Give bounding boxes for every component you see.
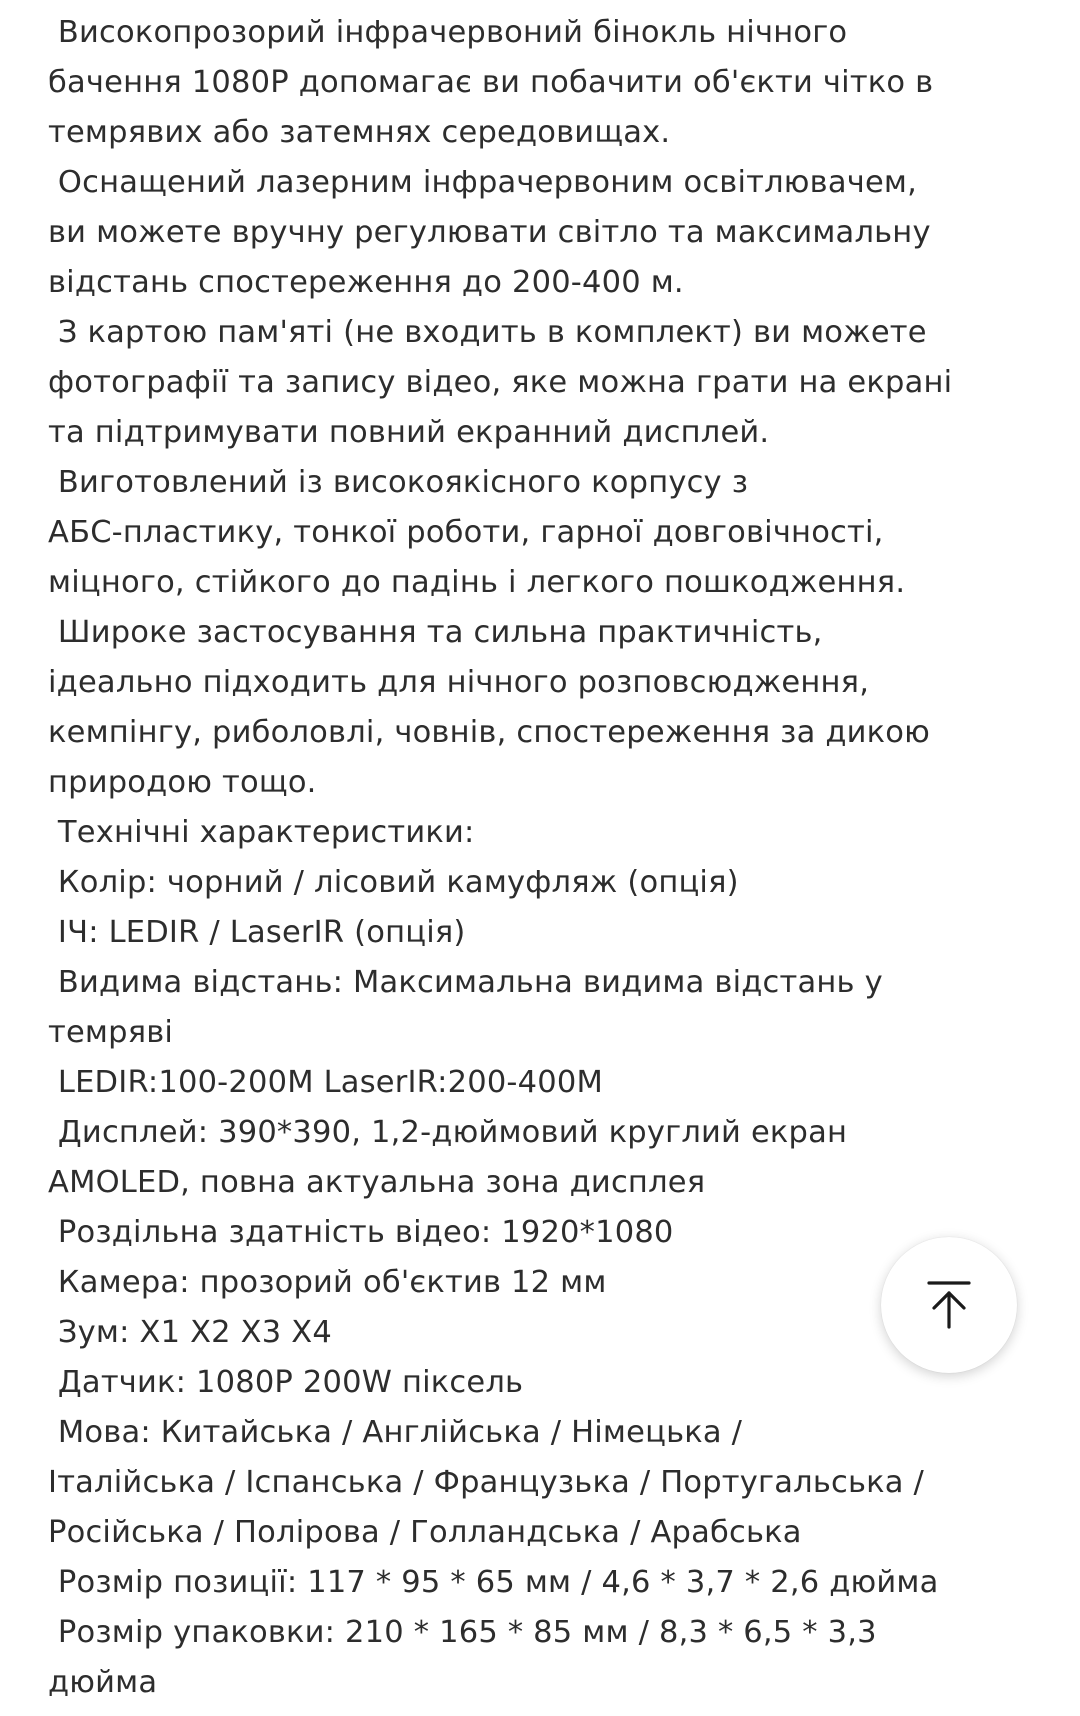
description-line: Мова: Китайська / Англійська / Німецька / xyxy=(48,1415,743,1450)
description-line: Італійська / Іспанська / Французька / Португальська / xyxy=(48,1465,925,1500)
description-line: дюйма xyxy=(48,1665,158,1700)
description-line: Розмір позиції: 117 * 95 * 65 мм / 4,6 * 3,7 * 2,6 дюйма xyxy=(48,1565,939,1600)
description-line: З картою пам'яті (не входить в комплект) ви можете xyxy=(48,315,927,350)
description-line: LEDIR:100-200M LaserIR:200-400M xyxy=(48,1065,603,1100)
description-line: Роздільна здатність відео: 1920*1080 xyxy=(48,1215,674,1250)
description-line: природою тощо. xyxy=(48,765,317,800)
description-line: ІЧ: LEDIR / LaserIR (опція) xyxy=(48,915,466,950)
description-line: Камера: прозорий об'єктив 12 мм xyxy=(48,1265,607,1300)
scroll-to-top-button[interactable] xyxy=(881,1237,1017,1373)
description-line: Широке застосування та сильна практичність, xyxy=(48,615,823,650)
description-line: міцного, стійкого до падінь і легкого пошкодження. xyxy=(48,565,906,600)
description-line: Датчик: 1080P 200W піксель xyxy=(48,1365,524,1400)
product-description xyxy=(48,8,1048,1708)
description-line: Колір: чорний / лісовий камуфляж (опція) xyxy=(48,865,739,900)
description-line: АБС-пластику, тонкої роботи, гарної довговічності, xyxy=(48,515,884,550)
description-line: Дисплей: 390*390, 1,2-дюймовий круглий екран xyxy=(48,1115,848,1150)
description-line: відстань спостереження до 200-400 м. xyxy=(48,265,684,300)
description-line: ви можете вручну регулювати світло та максимальну xyxy=(48,215,931,250)
description-line: Високопрозорий інфрачервоний бінокль нічного xyxy=(48,15,848,50)
description-line: Оснащений лазерним інфрачервоним освітлювачем, xyxy=(48,165,918,200)
description-line: Виготовлений із високоякісного корпусу з xyxy=(48,465,749,500)
description-line: Технічні характеристики: xyxy=(48,815,475,850)
description-line: Російська / Полірова / Голландська / Арабська xyxy=(48,1515,802,1550)
arrow-up-to-line-icon xyxy=(926,1280,972,1330)
description-line: AMOLED, повна актуальна зона дисплея xyxy=(48,1165,706,1200)
description-line: темрявих або затемнях середовищах. xyxy=(48,115,671,150)
description-line: Зум: X1 X2 X3 X4 xyxy=(48,1315,332,1350)
description-line: темряві xyxy=(48,1015,174,1050)
description-line: Видима відстань: Максимальна видима відстань у xyxy=(48,965,883,1000)
description-line: кемпінгу, риболовлі, човнів, спостереження за дикою xyxy=(48,715,931,750)
description-line: бачення 1080P допомагає ви побачити об'єкти чітко в xyxy=(48,65,934,100)
description-line: ідеально підходить для нічного розповсюдження, xyxy=(48,665,870,700)
description-line: фотографії та запису відео, яке можна грати на екрані xyxy=(48,365,953,400)
description-line: Розмір упаковки: 210 * 165 * 85 мм / 8,3 * 6,5 * 3,3 xyxy=(48,1615,877,1650)
description-line: та підтримувати повний екранний дисплей. xyxy=(48,415,770,450)
